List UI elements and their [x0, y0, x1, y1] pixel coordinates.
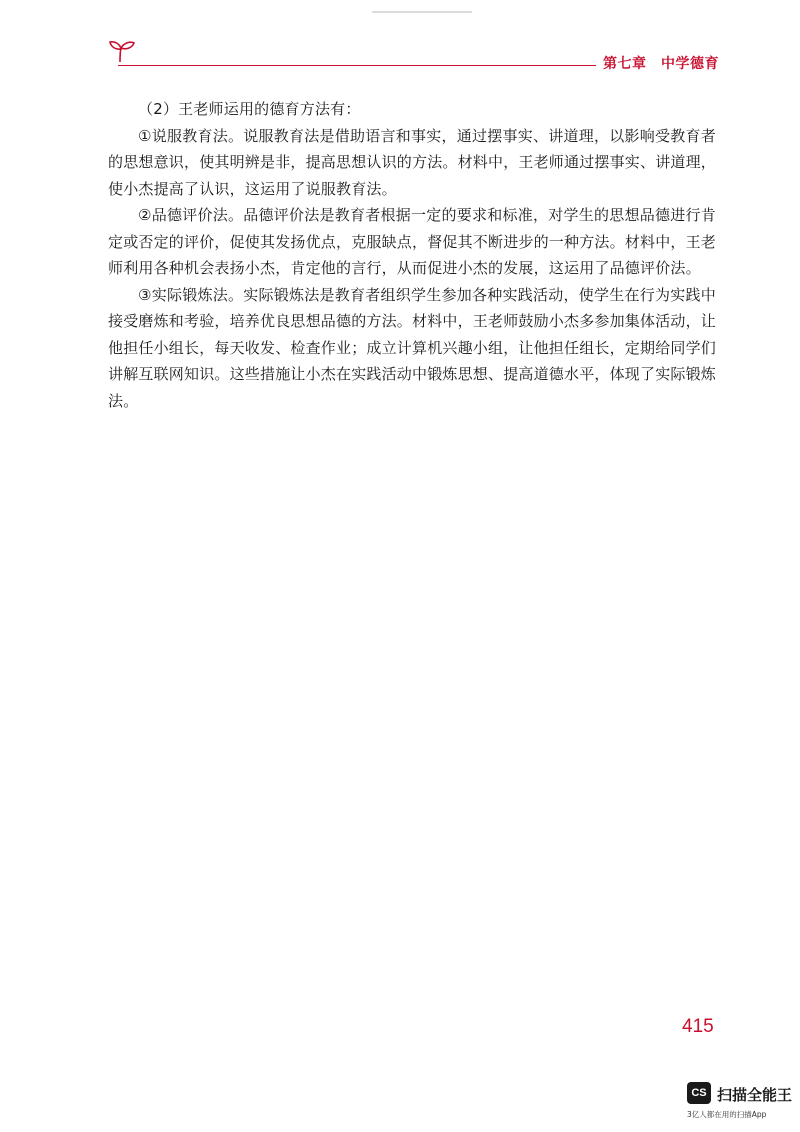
page-number: 415 — [682, 1016, 714, 1037]
header-divider — [118, 65, 596, 66]
body-content — [108, 96, 716, 414]
chapter-title: 第七章 中学德育 — [603, 56, 719, 72]
paragraph-persuasion: ①说服教育法。说服教育法是借助语言和事实，通过摆事实、讲道理，以影响受教育者的思想意识，使其明辨是非，提高思想认识的方法。材料中，王老师通过摆事实、讲道理，使小杰提高了认识，这运用了说服教育法。 — [108, 126, 717, 198]
watermark-app-name: 扫描全能王 — [717, 1086, 793, 1104]
watermark-tagline: 3亿人都在用的扫描App — [687, 1110, 767, 1119]
paragraph-practice: ③实际锻炼法。实际锻炼法是教育者组织学生参加各种实践活动，使学生在行为实践中接受磨炼和考验，培养优良思想品德的方法。材料中，王老师鼓励小杰多参加集体活动，让他担任小组长，每天收发、检查作业；成立计算机兴趣小组，让他担任组长，定期给同学们讲解互联网知识。这些措施让小杰在实践活动中锻炼思想、提高道德水平，体现了实际锻炼法。 — [108, 285, 717, 410]
sprout-icon — [108, 38, 142, 62]
page-header — [0, 0, 800, 80]
scanner-watermark — [687, 1082, 797, 1122]
subheading: （2）王老师运用的德育方法有： — [138, 100, 361, 118]
camscanner-logo: CS — [687, 1082, 711, 1104]
paragraph-evaluation: ②品德评价法。品德评价法是教育者根据一定的要求和标准，对学生的思想品德进行肯定或否定的评价，促使其发扬优点，克服缺点，督促其不断进步的一种方法。材料中，王老师利用各种机会表扬小杰，肯定他的言行，从而促进小杰的发展，这运用了品德评价法。 — [108, 206, 717, 277]
